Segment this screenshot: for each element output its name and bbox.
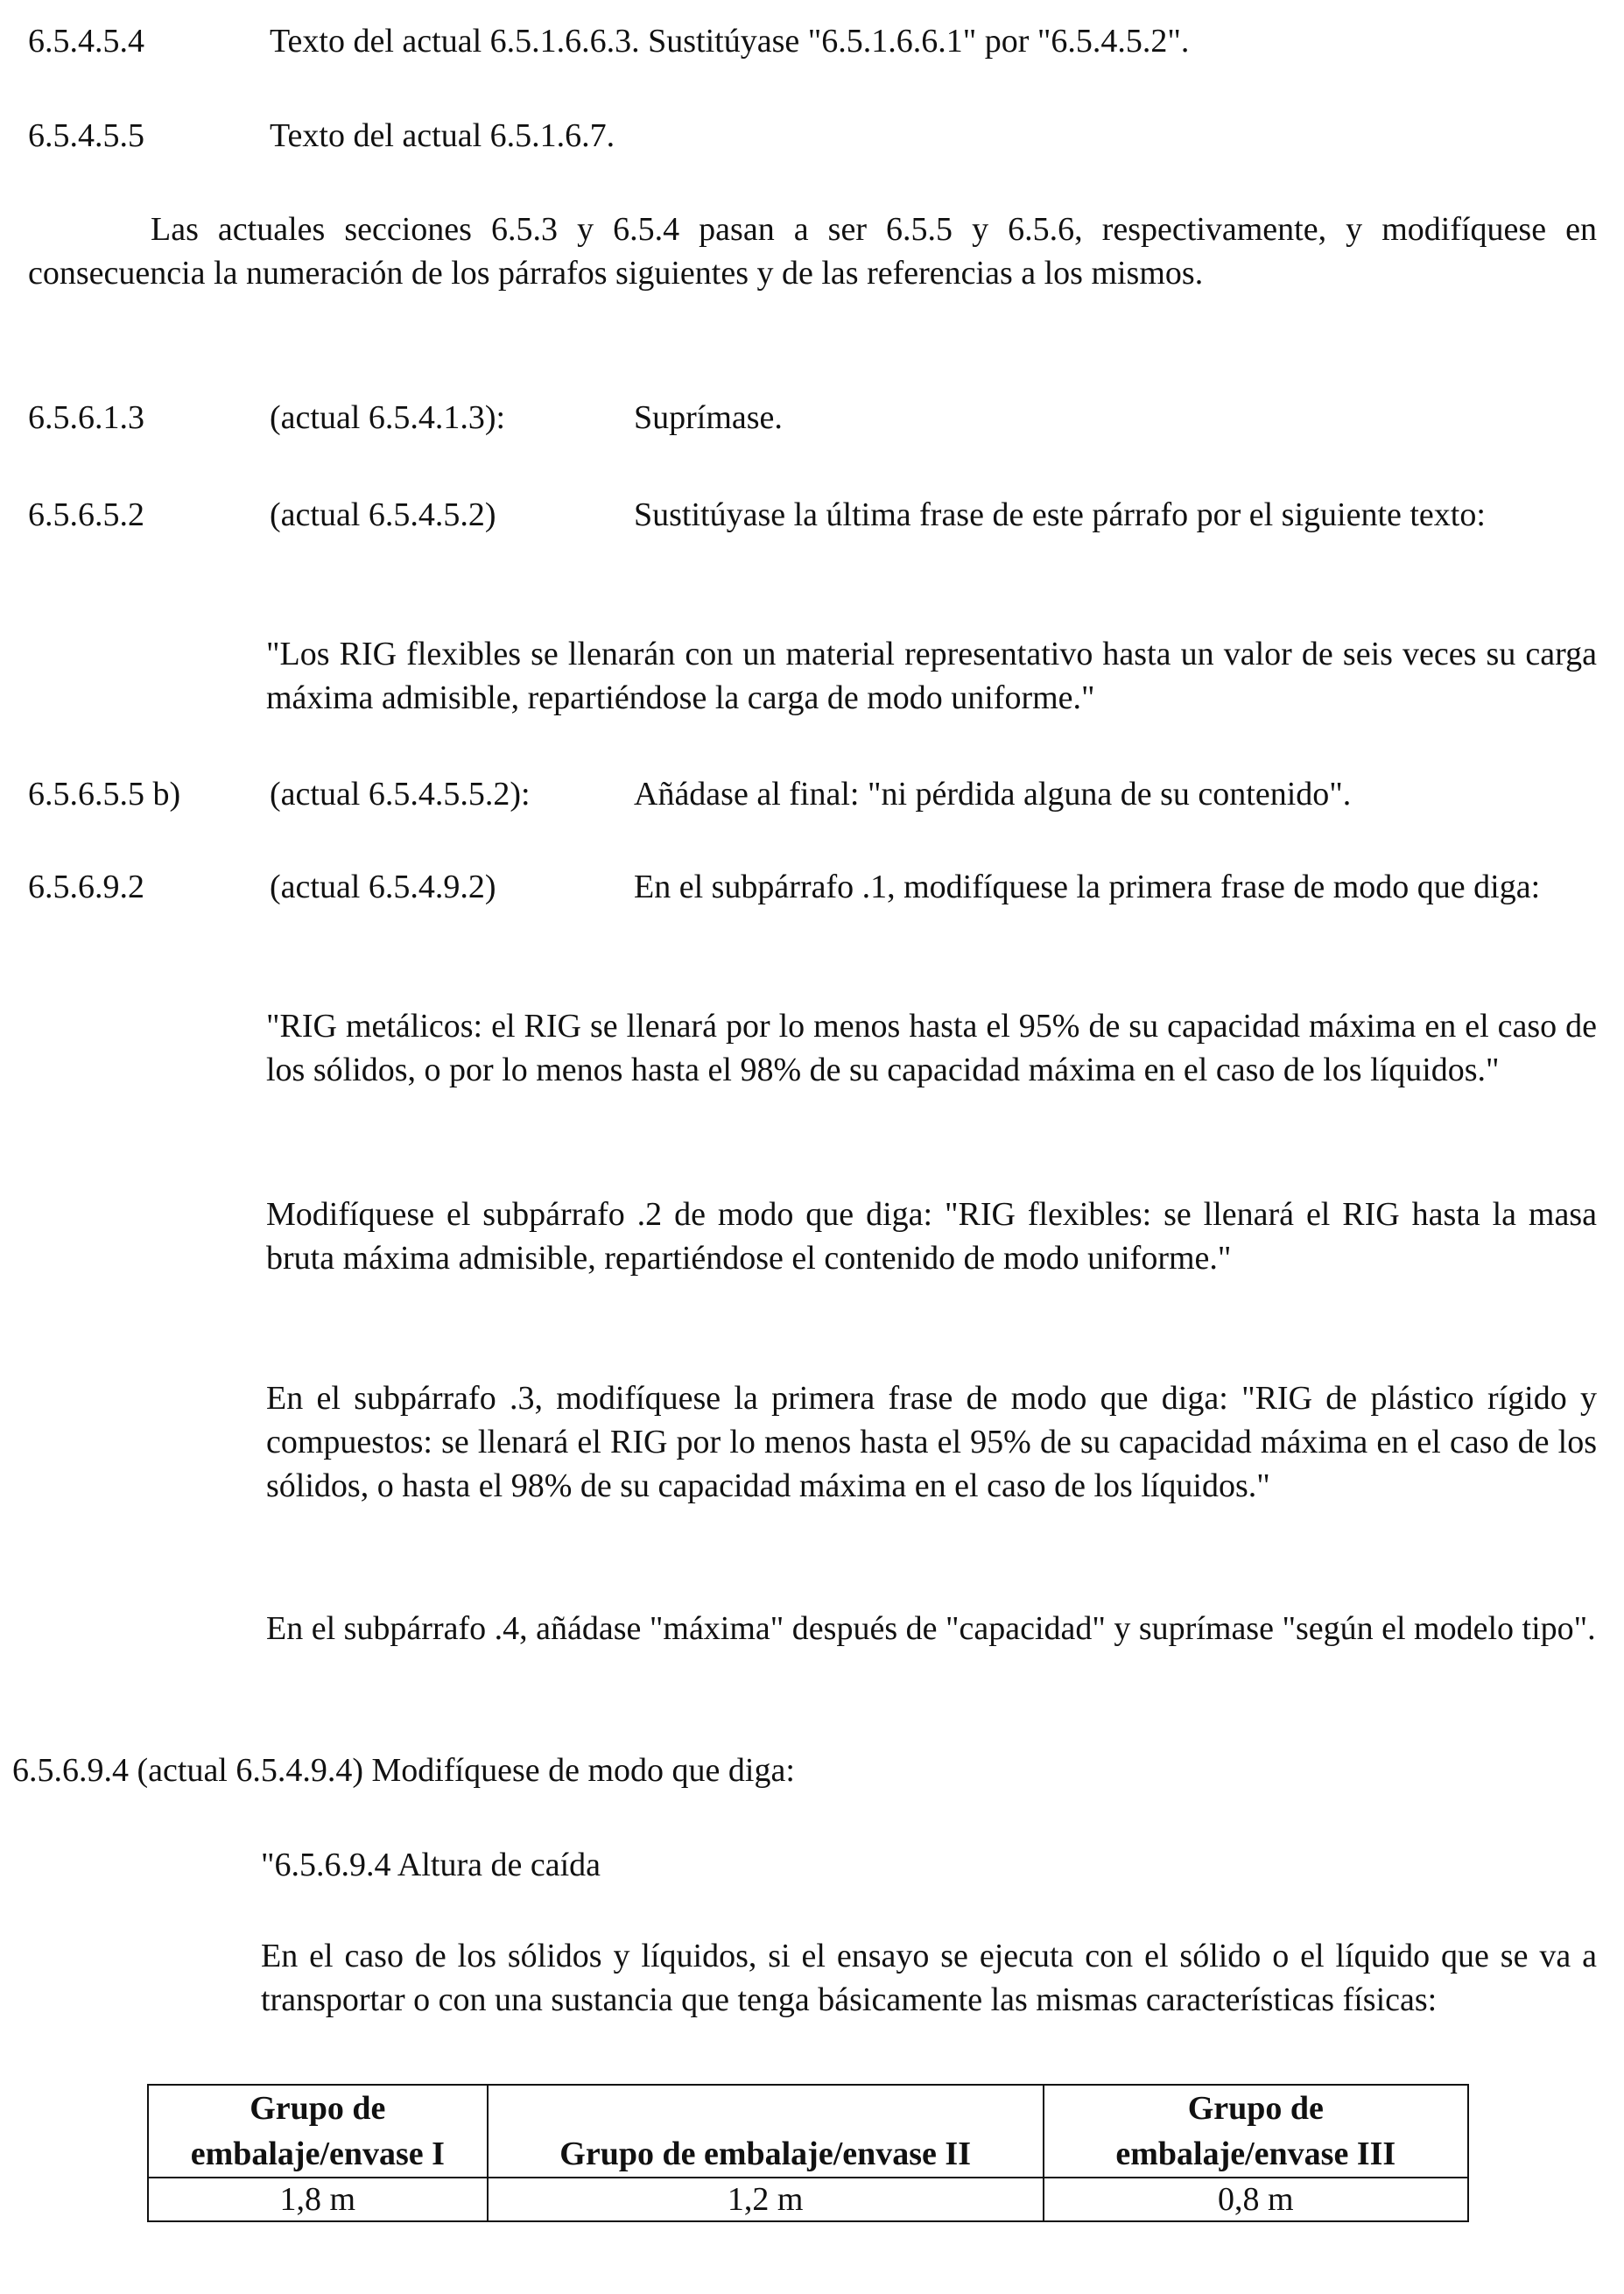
entry-reference: (actual 6.5.4.5.5.2): — [270, 776, 531, 813]
quoted-text: "RIG metálicos: el RIG se llenará por lo menos hasta el 95% de su capacidad máxima en el caso de los sólidos, o por lo menos hasta el 98% de su capacidad máxima en el caso de los líquidos." — [266, 1008, 1597, 1088]
entry-number: 6.5.6.9.2 — [28, 869, 144, 905]
table-header-row — [148, 2085, 1468, 2178]
quoted-text: "Los RIG flexibles se llenarán con un material representativo hasta un valor de seis veces su carga máxima admisible, repartiéndose la carga de modo uniforme." — [266, 636, 1597, 716]
entry-reference: (actual 6.5.4.1.3): — [270, 399, 506, 436]
drop-height-table — [147, 2084, 1469, 2222]
entry-number: 6.5.6.5.5 b) — [28, 776, 181, 813]
entry-reference: (actual 6.5.4.5.2) — [270, 496, 496, 533]
entry-text: Suprímase. — [634, 399, 783, 436]
line-number: 6.5.4.5.4 — [28, 23, 144, 60]
table-header-cell — [1044, 2085, 1468, 2178]
subparagraph-text: En el subpárrafo .4, añádase "máxima" después de "capacidad" y suprímase "según el modelo tipo". — [266, 1610, 1596, 1647]
header-line: embalaje/envase I — [190, 2136, 445, 2172]
table-header-cell — [148, 2085, 488, 2178]
section-paragraph: En el caso de los sólidos y líquidos, si el ensayo se ejecuta con el sólido o el líquido que se va a transportar o con una sustancia que tenga básicamente las mismas características físicas: — [261, 1938, 1597, 2018]
header-line: Grupo de embalaje/envase II — [559, 2136, 971, 2172]
entry-text: Sustitúyase la última frase de este párrafo por el siguiente texto: — [634, 496, 1486, 533]
subparagraph-text: En el subpárrafo .3, modifíquese la primera frase de modo que diga: "RIG de plástico rígido y compuestos: se llenará el RIG por lo menos hasta el 95% de su capacidad máxima en el caso de los sólidos, o hasta el 98% de su capacidad máxima en el caso de los líquidos." — [266, 1380, 1597, 1504]
table-row — [148, 2178, 1468, 2221]
entry-number: 6.5.6.5.2 — [28, 496, 144, 533]
section-heading: 6.5.6.9.4 (actual 6.5.4.9.4) Modifíquese de modo que diga: — [12, 1752, 795, 1789]
table-header-cell — [488, 2085, 1044, 2178]
line-text: Texto del actual 6.5.1.6.7. — [270, 117, 615, 154]
subparagraph-text: Modifíquese el subpárrafo .2 de modo que diga: "RIG flexibles: se llenará el RIG hasta la masa bruta máxima admisible, repartiéndose el contenido de modo uniforme." — [266, 1196, 1597, 1277]
entry-text: En el subpárrafo .1, modifíquese la primera frase de modo que diga: — [634, 869, 1541, 905]
entry-number: 6.5.6.1.3 — [28, 399, 144, 436]
table-cell: 1,2 m — [488, 2178, 1044, 2221]
table-cell: 1,8 m — [148, 2178, 488, 2221]
line-text: Texto del actual 6.5.1.6.6.3. Sustitúyase "6.5.1.6.6.1" por "6.5.4.5.2". — [270, 23, 1190, 60]
header-line: embalaje/envase III — [1115, 2136, 1396, 2172]
line-number: 6.5.4.5.5 — [28, 117, 144, 154]
entry-reference: (actual 6.5.4.9.2) — [270, 869, 496, 905]
intro-paragraph: Las actuales secciones 6.5.3 y 6.5.4 pasan a ser 6.5.5 y 6.5.6, respectivamente, y modifíquese en consecuencia la numeración de los párrafos siguientes y de las referencias a los mismos. — [28, 211, 1597, 292]
entry-text: Añádase al final: "ni pérdida alguna de su contenido". — [634, 776, 1352, 813]
header-line: Grupo de — [250, 2090, 386, 2127]
header-line: Grupo de — [1187, 2090, 1324, 2127]
section-title: "6.5.6.9.4 Altura de caída — [261, 1847, 601, 1883]
table-cell: 0,8 m — [1044, 2178, 1468, 2221]
